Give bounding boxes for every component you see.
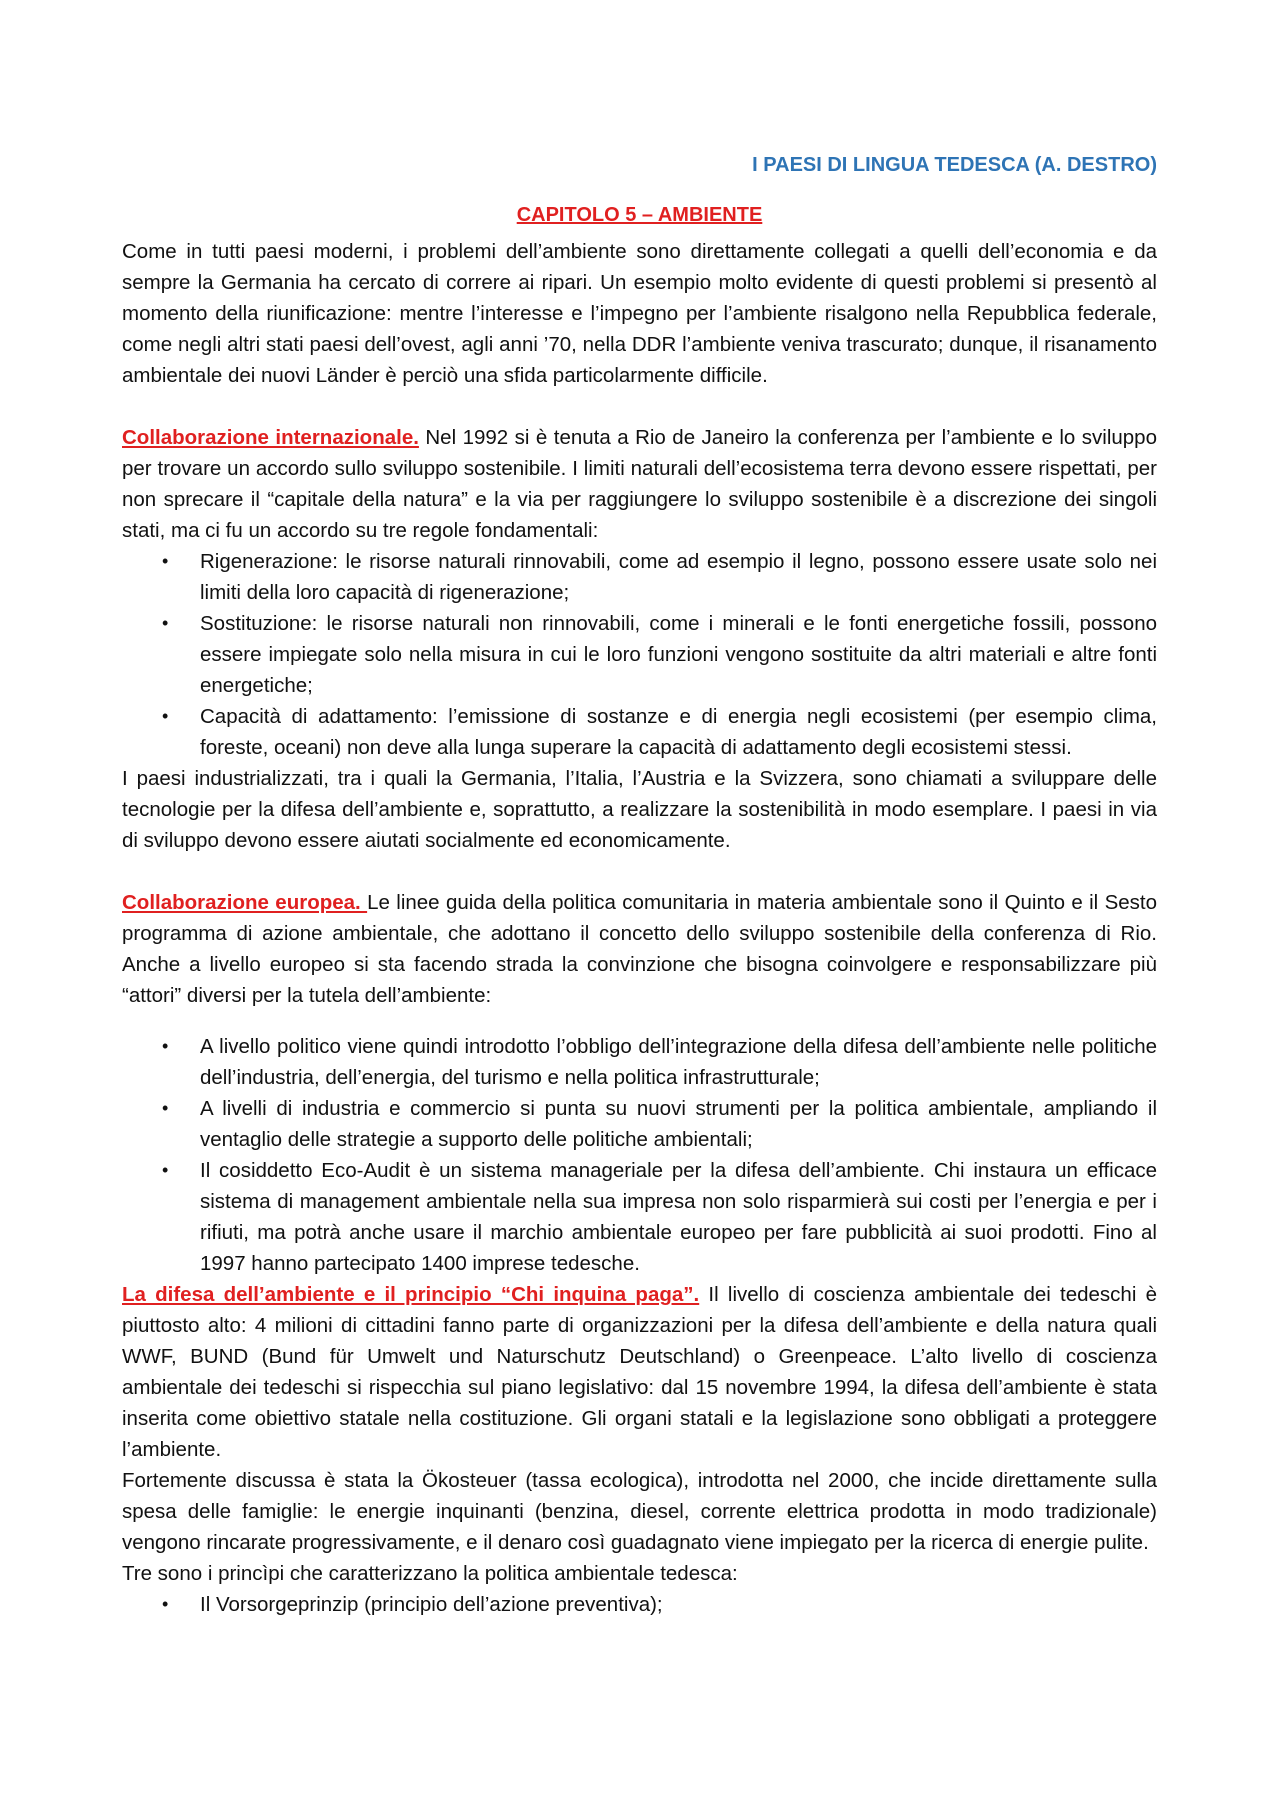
bullet-icon: • [162,1160,169,1180]
section-title-european: Collaborazione europea. [122,891,368,914]
section-polluter-pays [122,1279,1157,1465]
bullet-icon: • [162,1098,169,1118]
list-item: • Capacità di adattamento: l’emissione di sostanze e di energia negli ecosistemi (per esempio clima, foreste, oceani) non deve alla lunga superare la capacità di adattamento degli ecosistemi stessi. [122,701,1157,763]
paragraph-principles: Tre sono i princìpi che caratterizzano la politica ambientale tedesca: [122,1562,738,1585]
list-item: • Rigenerazione: le risorse naturali rinnovabili, come ad esempio il legno, possono essere usate solo nei limiti della loro capacità di rigenerazione; [122,546,1157,608]
bullet-icon: • [162,551,169,571]
section-international-closing: I paesi industrializzati, tra i quali la Germania, l’Italia, l’Austria e la Svizzera, sono chiamati a sviluppare delle tecnologie per la difesa dell’ambiente e, soprattutto, a realizzare la sostenibilità in modo esemplare. I paesi in via di sviluppo devono essere aiutati socialmente ed economicamente. [122,767,1157,852]
section-text-polluter-pays: Il livello di coscienza ambientale dei tedeschi è piuttosto alto: 4 milioni di cittadini fanno parte di organizzazioni per la difesa dell’ambiente e della natura quali WWF, BUND (Bund für Umwelt und Naturschutz Deutschland) o Greenpeace. L’alto livello di coscienza ambientale dei tedeschi si rispecchia sul piano legislativo: dal 15 novembre 1994, la difesa dell’ambiente è stata inserita come obiettivo statale nella costituzione. Gli organi statali e la legislazione sono obbligati a proteggere l’ambiente. [122,1283,1157,1461]
bullet-icon: • [162,613,169,633]
list-item: • Sostituzione: le risorse naturali non rinnovabili, come i minerali e le fonti energetiche fossili, possono essere impiegate solo nella misura in cui le loro funzioni vengono sostituite da altri materiali e altre fonti energetiche; [122,608,1157,701]
section-text-international: Nel 1992 si è tenuta a Rio de Janeiro la conferenza per l’ambiente e lo sviluppo per trovare un accordo sullo sviluppo sostenibile. I limiti naturali dell’ecosistema terra devono essere rispettati, per non sprecare il “capitale della natura” e la via per raggiungere lo sviluppo sostenibile è a discrezione dei singoli stati, ma ci fu un accordo su tre regole fondamentali: [122,426,1157,542]
list-item: • A livello politico viene quindi introdotto l’obbligo dell’integrazione della difesa dell’ambiente nelle politiche dell’industria, dell’energia, del turismo e nella politica infrastrutturale; [122,1031,1157,1093]
list-item: • A livelli di industria e commercio si punta su nuovi strumenti per la politica ambientale, ampliando il ventaglio delle strategie a supporto delle politiche ambientali; [122,1093,1157,1155]
document-content [122,150,1157,1620]
bullet-list-european [122,1031,1157,1279]
paragraph-oekosteuer: Fortemente discussa è stata la Ökosteuer (tassa ecologica), introdotta nel 2000, che incide direttamente sulla spesa delle famiglie: le energie inquinanti (benzina, diesel, corrente elettrica prodotta in modo tradizionale) vengono rincarate progressivamente, e il denaro così guadagnato viene impiegato per la ricerca di energie pulite. [122,1469,1157,1554]
chapter-title: CAPITOLO 5 – AMBIENTE [516,204,763,226]
section-text-european: Le linee guida della politica comunitaria in materia ambientale sono il Quinto e il Sesto programma di azione ambientale, che adottano il concetto dello sviluppo sostenibile della conferenza di Rio. Anche a livello europeo si sta facendo strada la convinzione che bisogna coinvolgere e responsabilizzare più “attori” diversi per la tutela dell’ambiente: [122,891,1157,1007]
intro-paragraph: Come in tutti paesi moderni, i problemi dell’ambiente sono direttamente collegati a quelli dell’economia e da sempre la Germania ha cercato di correre ai ripari. Un esempio molto evidente di questi problemi si presentò al momento della riunificazione: mentre l’interesse e l’impegno per l’ambiente risalgono nella Repubblica federale, come negli altri stati paesi dell’ovest, agli anni ’70, nella DDR l’ambiente veniva trascurato; dunque, il risanamento ambientale dei nuovi Länder è perciò una sfida particolarmente difficile. [122,240,1157,387]
section-international [122,422,1157,546]
section-european [122,887,1157,1011]
bullet-list-principles [122,1589,1157,1620]
document-header: I PAESI DI LINGUA TEDESCA (A. DESTRO) [752,154,1157,176]
section-title-international: Collaborazione internazionale. [122,426,419,449]
list-item: • Il cosiddetto Eco-Audit è un sistema manageriale per la difesa dell’ambiente. Chi instaura un efficace sistema di management ambientale nella sua impresa non solo risparmierà sui costi per l’energia e per i rifiuti, ma potrà anche usare il marchio ambientale europeo per fare pubblicità ai suoi prodotti. Fino al 1997 hanno partecipato 1400 imprese tedesche. [122,1155,1157,1279]
bullet-icon: • [162,1594,169,1614]
list-item: • Il Vorsorgeprinzip (principio dell’azione preventiva); [122,1589,1157,1620]
bullet-icon: • [162,706,169,726]
bullet-icon: • [162,1036,169,1056]
bullet-list-international [122,546,1157,763]
section-title-polluter-pays: La difesa dell’ambiente e il principio “Chi inquina paga”. [122,1283,700,1306]
